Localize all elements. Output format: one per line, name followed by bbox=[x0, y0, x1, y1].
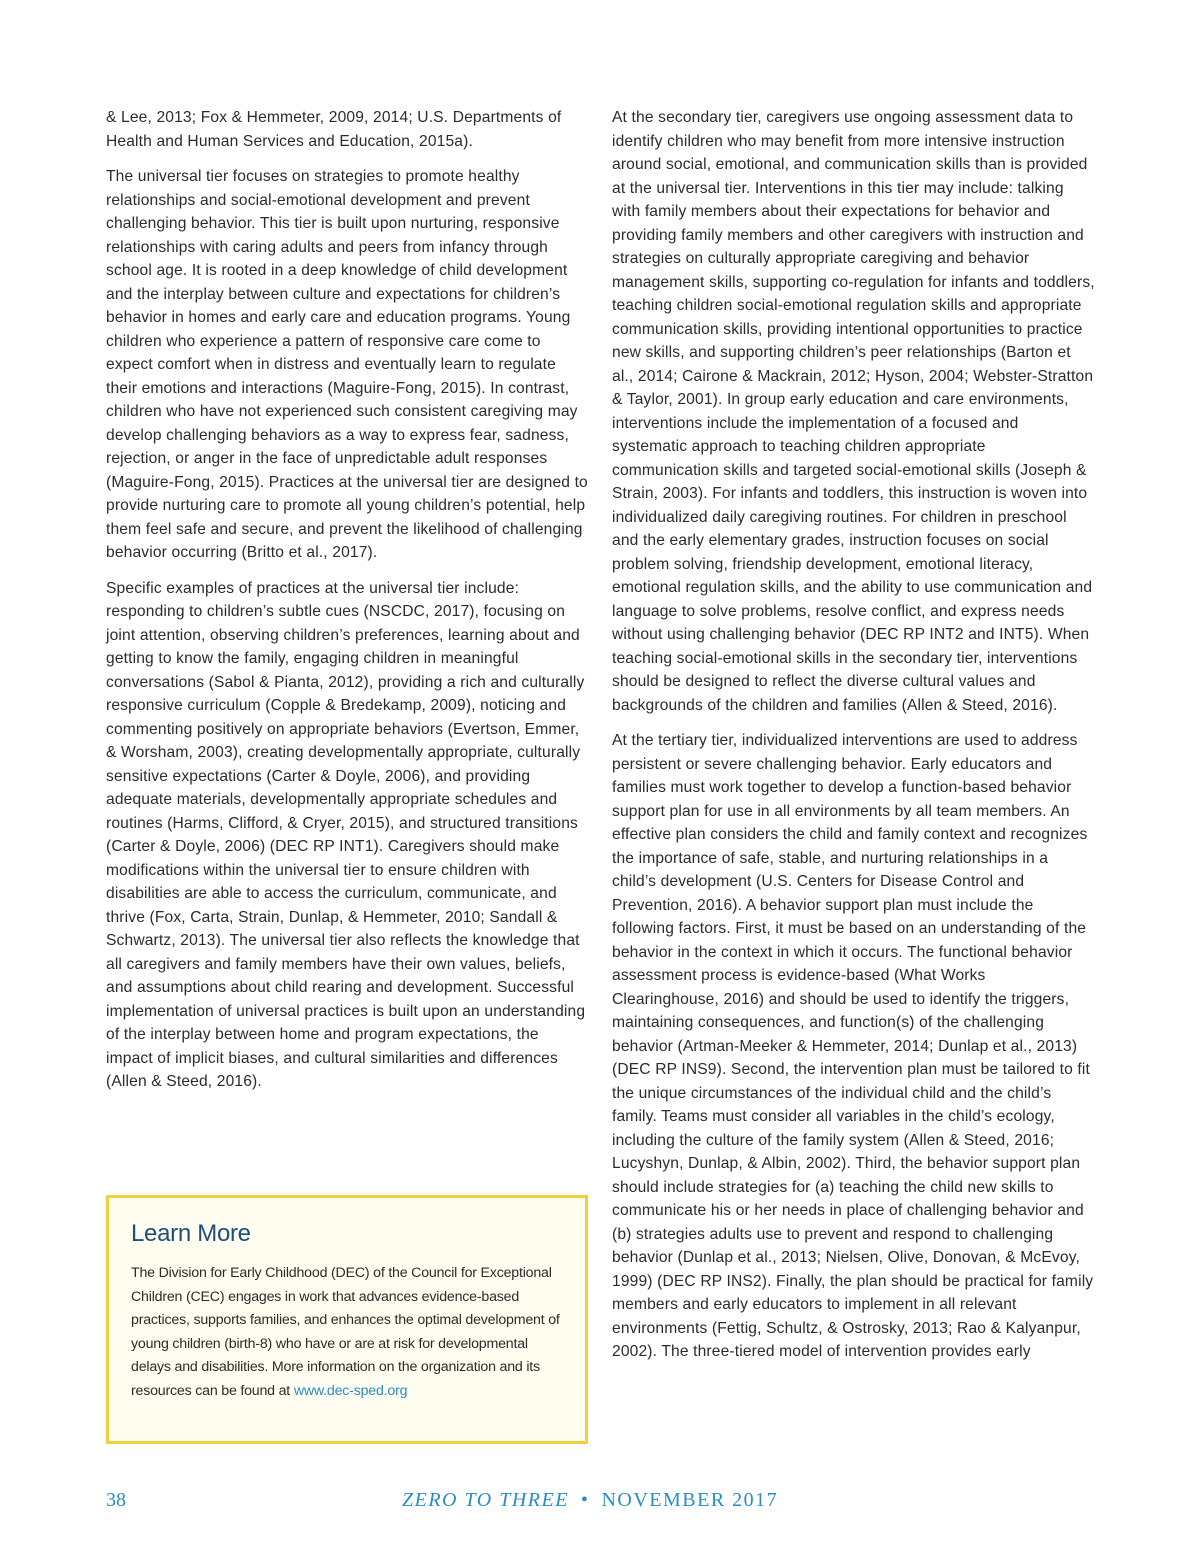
paragraph-continued-citation: & Lee, 2013; Fox & Hemmeter, 2009, 2014; U.S. Departments of Health and Human Services and Education, 2015a). bbox=[106, 109, 562, 150]
right-column bbox=[612, 106, 1096, 1376]
paragraph-secondary-tier: At the secondary tier, caregivers use ongoing assessment data to identify children who may benefit from more intensive instruction around social, emotional, and communication skills than is provided at the universal tier. Interventions in this tier may include: talking with family members about their expectations for behavior and providing family members and other caregivers with instruction and strategies on culturally appropriate caregiving and behavior management skills, supporting co-regulation for infants and toddlers, teaching children social-emotional regulation skills and appropriate communication skills, providing intentional opportunities to practice new skills, and supporting children’s peer relationships (Barton et al., 2014; Cairone & Mackrain, 2012; Hyson, 2004; Webster-Stratton & Taylor, 2001). In group early education and care environments, interventions include the implementation of a focused and systematic approach to teaching children appropriate communication skills and targeted social-emotional skills (Joseph & Strain, 2003). For infants and toddlers, this instruction is woven into individualized daily caregiving routines. For children in preschool and the early elementary grades, instruction focuses on social problem solving, friendship development, emotional literacy, emotional regulation skills, and the ability to use communication and language to solve problems, resolve conflict, and express needs without using challenging behavior (DEC RP INT2 and INT5). When teaching social-emotional skills in the secondary tier, interventions should be designed to reflect the diverse cultural values and backgrounds of the children and families (Allen & Steed, 2016). bbox=[612, 109, 1095, 714]
left-column bbox=[106, 106, 588, 1106]
learn-more-title: Learn More bbox=[131, 1220, 251, 1247]
learn-more-text: The Division for Early Childhood (DEC) of the Council for Exceptional Children (CEC) engages in work that advances evidence-based practices, supports families, and enhances the optimal development of young children (birth-8) who have or are at risk for developmental delays and disabilities. More information on the organization and its resources can be found at bbox=[131, 1265, 560, 1399]
footer-publication bbox=[402, 1489, 778, 1512]
learn-more-body bbox=[131, 1262, 571, 1403]
learn-more-box bbox=[106, 1195, 588, 1444]
page-number: 38 bbox=[106, 1489, 126, 1511]
publication-name: ZERO TO THREE bbox=[402, 1489, 569, 1511]
footer-separator: • bbox=[580, 1489, 590, 1511]
paragraph-universal-tier: The universal tier focuses on strategies to promote healthy relationships and social-emotional development and prevent challenging behavior. This tier is built upon nurturing, responsive relationships with caring adults and peers from infancy through school age. It is rooted in a deep knowledge of child development and the interplay between culture and expectations for children’s behavior in homes and early care and education programs. Young children who experience a pattern of responsive care come to expect comfort when in distress and eventually learn to regulate their emotions and interactions (Maguire-Fong, 2015). In contrast, children who have not experienced such consistent caregiving may develop challenging behaviors as a way to express fear, sadness, rejection, or anger in the face of unpredictable adult responses (Maguire-Fong, 2015). Practices at the universal tier are designed to provide nurturing care to promote all young children’s potential, help them feel safe and secure, and prevent the likelihood of challenging behavior occurring (Britto et al., 2017). bbox=[106, 168, 588, 561]
paragraph-universal-examples: Specific examples of practices at the universal tier include: responding to children’s subtle cues (NSCDC, 2017), focusing on joint attention, observing children’s preferences, learning about and getting to know the family, engaging children in meaningful conversations (Sabol & Pianta, 2012), providing a rich and culturally responsive curriculum (Copple & Bredekamp, 2009), noticing and commenting positively on appropriate behaviors (Evertson, Emmer, & Worsham, 2003), creating developmentally appropriate, culturally sensitive expectations (Carter & Doyle, 2006), and providing adequate materials, developmentally appropriate schedules and routines (Harms, Clifford, & Cryer, 2015), and structured transitions (Carter & Doyle, 2006) (DEC RP INT1). Caregivers should make modifications within the universal tier to ensure children with disabilities are able to access the curriculum, communicate, and thrive (Fox, Carta, Strain, Dunlap, & Hemmeter, 2010; Sandall & Schwartz, 2013). The universal tier also reflects the knowledge that all caregivers and family members have their own values, beliefs, and assumptions about child rearing and development. Successful implementation of universal practices is built upon an understanding of the interplay between home and program expectations, the impact of implicit biases, and cultural similarities and differences (Allen & Steed, 2016). bbox=[106, 579, 586, 1090]
dec-sped-link[interactable]: www.dec-sped.org bbox=[293, 1382, 408, 1399]
paragraph-tertiary-tier: At the tertiary tier, individualized interventions are used to address persistent or severe challenging behavior. Early educators and families must work together to develop a function-based behavior support plan for use in all environments by all team members. An effective plan considers the child and family context and recognizes the importance of safe, stable, and nurturing relationships in a child’s development (U.S. Centers for Disease Control and Prevention, 2016). A behavior support plan must include the following factors. First, it must be based on an understanding of the behavior in the context in which it occurs. The functional behavior assessment process is evidence-based (What Works Clearinghouse, 2016) and should be used to identify the triggers, maintaining consequences, and function(s) of the challenging behavior (Artman-Meeker & Hemmeter, 2014; Dunlap et al., 2013) (DEC RP INS9). Second, the intervention plan must be tailored to fit the unique circumstances of the individual child and the child’s family. Teams must consider all variables in the child’s ecology, including the culture of the family system (Allen & Steed, 2016; Lucyshyn, Dunlap, & Albin, 2002). Third, the behavior support plan should include strategies for (a) teaching the child new skills to communicate his or her needs in place of challenging behavior and (b) strategies adults use to prevent and respond to challenging behavior (Dunlap et al., 2013; Nielsen, Olive, Donovan, & McEvoy, 1999) (DEC RP INS2). Finally, the plan should be practical for family members and early educators to implement in all relevant environments (Fettig, Schultz, & Ostrosky, 2013; Rao & Kalyanpur, 2002). The three-tiered model of intervention provides early bbox=[612, 732, 1094, 1360]
issue-date: NOVEMBER 2017 bbox=[601, 1489, 779, 1511]
